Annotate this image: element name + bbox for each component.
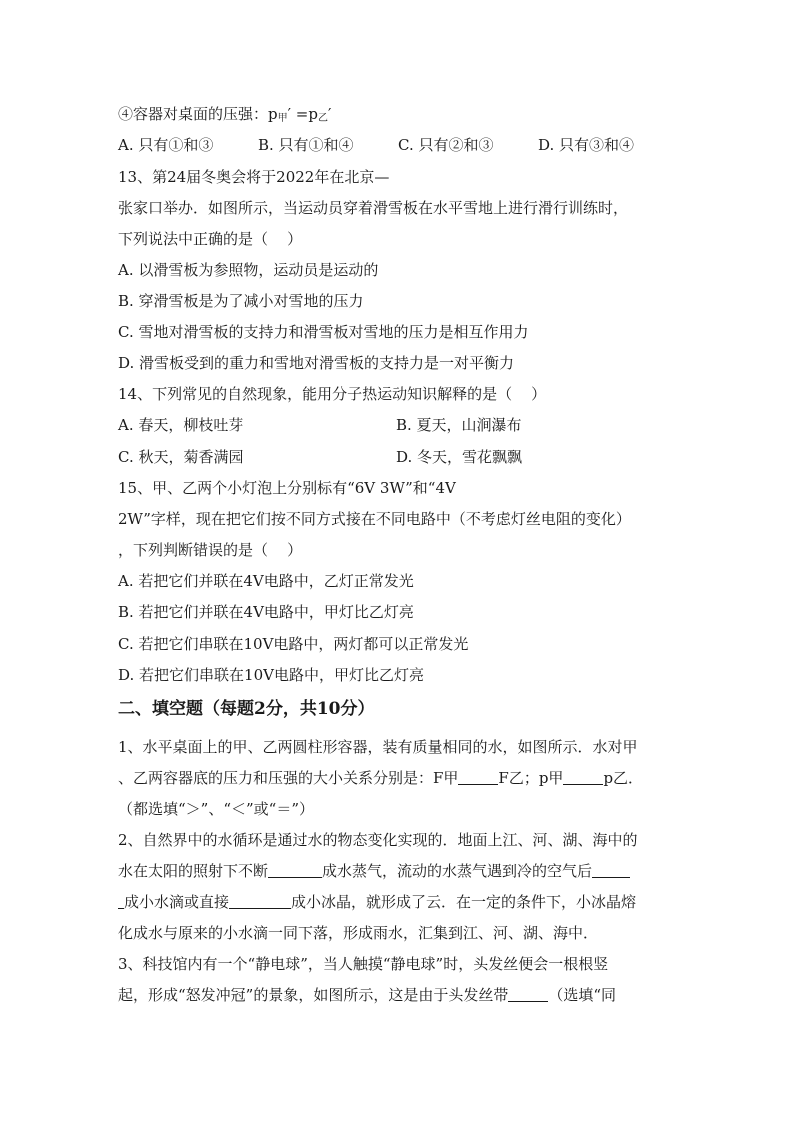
q12-item4-sub-jia: 甲 xyxy=(277,113,288,124)
f3-line1: 3、科技馆内有一个“静电球”，当人触摸“静电球”时，头发丝便会一根根竖 xyxy=(118,955,609,973)
f1-text-a: 、乙两容器底的压力和压强的大小关系分别是：F甲 xyxy=(118,769,459,787)
q15-stem-line3: ，下列判断错误的是（ ） xyxy=(118,541,303,559)
q15-option-b[interactable]: B. 若把它们并联在4V电路中，甲灯比乙灯亮 xyxy=(118,603,414,621)
q14-option-b[interactable]: B. 夏天，山涧瀑布 xyxy=(396,416,522,434)
q12-option-a[interactable]: A. 只有①和③ xyxy=(118,136,214,154)
f1-blank-1[interactable] xyxy=(458,770,498,785)
q12-item4-sub-yi: 乙 xyxy=(317,113,328,124)
f1-text-b: F乙；p甲 xyxy=(498,769,564,787)
q12-option-d[interactable]: D. 只有③和④ xyxy=(538,136,635,154)
f1-line3: （都选填“＞”、“＜”或“＝”） xyxy=(118,800,315,818)
f2-line1: 2、自然界中的水循环是通过水的物态变化实现的．地面上江、河、湖、海中的 xyxy=(118,831,638,849)
f1-line1: 1、水平桌面上的甲、乙两圆柱形容器，装有质量相同的水，如图所示．水对甲 xyxy=(118,738,638,756)
q12-item4 xyxy=(118,104,331,129)
q15-stem-line2: 2W”字样，现在把它们按不同方式接在不同电路中（不考虑灯丝电阻的变化） xyxy=(118,510,631,528)
q15-option-c[interactable]: C. 若把它们串联在10V电路中，两灯都可以正常发光 xyxy=(118,635,469,653)
f3-line2 xyxy=(118,985,616,1005)
q15-option-a[interactable]: A. 若把它们并联在4V电路中，乙灯正常发光 xyxy=(118,572,414,590)
f2-text-a: 水在太阳的照射下不断 xyxy=(118,862,269,880)
q13-option-d[interactable]: D. 滑雪板受到的重力和雪地对滑雪板的支持力是一对平衡力 xyxy=(118,354,515,372)
q14-option-d[interactable]: D. 冬天，雪花飘飘 xyxy=(396,448,523,466)
f2-blank-1[interactable] xyxy=(268,863,322,878)
f2-line4: 化成水与原来的小水滴一同下落，形成雨水，汇集到江、河、湖、海中． xyxy=(118,924,599,942)
q15-stem-line1: 15、甲、乙两个小灯泡上分别标有“6V 3W”和“4V xyxy=(118,479,456,497)
f2-blank-3[interactable] xyxy=(229,894,291,909)
q14-stem: 14、下列常见的自然现象，能用分子热运动知识解释的是（ ） xyxy=(118,385,547,403)
q12-option-c[interactable]: C. 只有②和③ xyxy=(398,136,494,154)
f2-line2 xyxy=(118,861,630,881)
q13-stem-line2: 张家口举办．如图所示，当运动员穿着滑雪板在水平雪地上进行滑行训练时， xyxy=(118,199,629,217)
q13-stem-line3: 下列说法中正确的是（ ） xyxy=(118,230,303,248)
f2-text-b: 成水蒸气，流动的水蒸气遇到冷的空气后 xyxy=(322,862,593,880)
q12-item4-end: ′ xyxy=(327,105,332,123)
q14-option-a[interactable]: A. 春天，柳枝吐芽 xyxy=(118,416,244,434)
q12-item4-mid: ′ =p xyxy=(287,105,318,123)
q12-item4-text: ④容器对桌面的压强：p xyxy=(118,105,278,123)
f2-blank-2[interactable] xyxy=(592,863,630,878)
f3-text-b: （选填“同 xyxy=(548,986,617,1004)
q13-option-c[interactable]: C. 雪地对滑雪板的支持力和滑雪板对雪地的压力是相互作用力 xyxy=(118,323,529,341)
f1-line2 xyxy=(118,768,643,788)
f1-text-c: p乙． xyxy=(603,769,644,787)
f2-line3 xyxy=(118,892,636,912)
q12-option-b[interactable]: B. 只有①和④ xyxy=(258,136,354,154)
f2-text-c: 成小水滴或直接 xyxy=(124,893,230,911)
q14-option-c[interactable]: C. 秋天，菊香满园 xyxy=(118,448,244,466)
q13-option-a[interactable]: A. 以滑雪板为参照物，运动员是运动的 xyxy=(118,261,379,279)
q15-option-d[interactable]: D. 若把它们串联在10V电路中，甲灯比乙灯亮 xyxy=(118,666,424,684)
f1-blank-2[interactable] xyxy=(563,770,603,785)
q13-stem-line1: 13、第24届冬奥会将于2022年在北京— xyxy=(118,168,390,186)
f3-blank-1[interactable] xyxy=(508,987,548,1002)
section-heading-fill-in: 二、填空题（每题2分，共10分） xyxy=(118,699,375,719)
q13-option-b[interactable]: B. 穿滑雪板是为了减小对雪地的压力 xyxy=(118,292,364,310)
f2-text-d: 成小冰晶，就形成了云．在一定的条件下，小冰晶熔 xyxy=(291,893,637,911)
f3-text-a: 起，形成“怒发冲冠”的景象，如图所示，这是由于头发丝带 xyxy=(118,986,509,1004)
